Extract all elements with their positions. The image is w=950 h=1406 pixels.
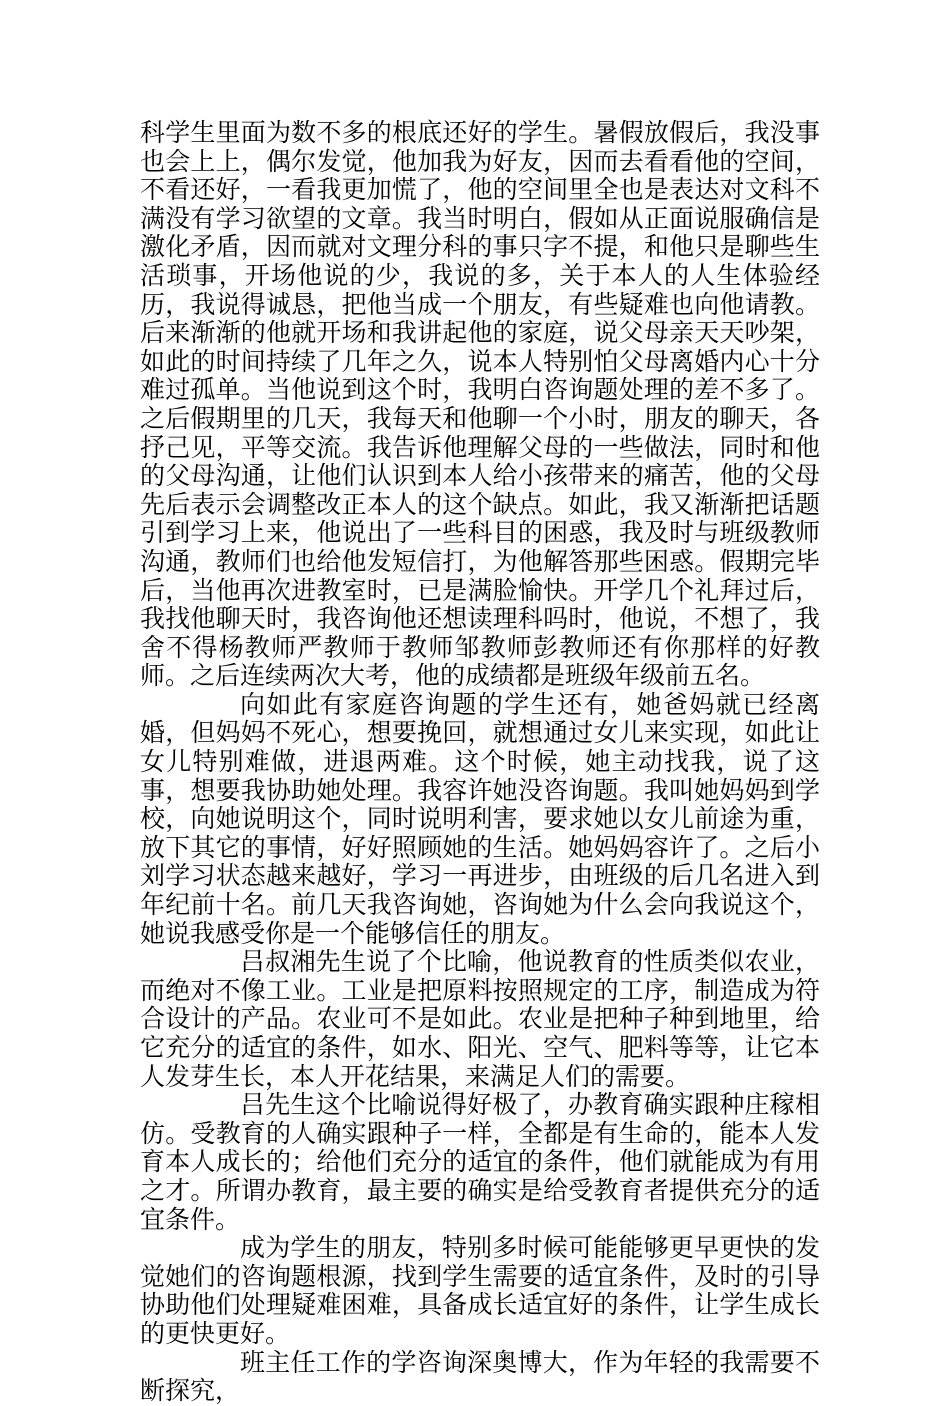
paragraph-4: 吕先生这个比喻说得好极了，办教育确实跟种庄稼相仿。受教育的人确实跟种子一样，全都是有生命的，能本人发育本人成长的；给他们充分的适宜的条件，他们就能成为有用之才。所谓办教育，最主要的确实是给受教育者提供充分的适宜条件。	[140, 1090, 820, 1234]
paragraph-1: 科学生里面为数不多的根底还好的学生。暑假放假后，我没事也会上上，偶尔发觉，他加我为好友，因而去看看他的空间，不看还好，一看我更加慌了，他的空间里全也是表达对文科不满没有学习欲望的文章。我当时明白，假如从正面说服确信是激化矛盾，因而就对文理分科的事只字不提，和他只是聊些生活琐事，开场他说的少，我说的多，关于本人的人生体验经历，我说得诚恳，把他当成一个朋友，有些疑难也向他请教。后来渐渐的他就开场和我讲起他的家庭，说父母亲天天吵架，如此的时间持续了几年之久，说本人特别怕父母离婚内心十分难过孤单。当他说到这个时，我明白咨询题处理的差不多了。之后假期里的几天，我每天和他聊一个小时，朋友的聊天，各抒己见，平等交流。我告诉他理解父母的一些做法，同时和他的父母沟通，让他们认识到本人给小孩带来的痛苦，他的父母先后表示会调整改正本人的这个缺点。如此，我又渐渐把话题引到学习上来，他说出了一些科目的困惑，我及时与班级教师沟通，教师们也给他发短信打，为他解答那些困惑。假期完毕后，当他再次进教室时，已是满脸愉快。开学几个礼拜过后，我找他聊天时，我咨询他还想读理科吗时，他说，不想了，我舍不得杨教师严教师于教师邹教师彭教师还有你那样的好教师。之后连续两次大考，他的成绩都是班级年级前五名。	[140, 118, 820, 691]
document-page	[140, 119, 820, 1406]
paragraph-3: 吕叔湘先生说了个比喻，他说教育的性质类似农业，而绝对不像工业。工业是把原料按照规定的工序，制造成为符合设计的产品。农业可不是如此。农业是把种子种到地里，给它充分的适宜的条件，如水、阳光、空气、肥料等等，让它本人发芽生长，本人开花结果，来满足人们的需要。	[140, 947, 820, 1091]
paragraph-2: 向如此有家庭咨询题的学生还有，她爸妈就已经离婚，但妈妈不死心，想要挽回，就想通过女儿来实现，如此让女儿特别难做，进退两难。这个时候，她主动找我，说了这事，想要我协助她处理。我容许她没咨询题。我叫她妈妈到学校，向她说明这个，同时说明利害，要求她以女儿前途为重，放下其它的事情，好好照顾她的生活。她妈妈容许了。之后小刘学习状态越来越好，学习一再进步，由班级的后几名进入到年纪前十名。前几天我咨询她，咨询她为什么会向我说这个，她说我感受你是一个能够信任的朋友。	[140, 689, 820, 948]
paragraph-5: 成为学生的朋友，特别多时候可能能够更早更快的发觉她们的咨询题根源，找到学生需要的适宜条件，及时的引导协助他们处理疑难困难，具备成长适宜好的条件，让学生成长的更快更好。	[140, 1233, 820, 1348]
paragraph-6: 班主任工作的学咨询深奥博大，作为年轻的我需要不断探究，	[140, 1347, 820, 1406]
